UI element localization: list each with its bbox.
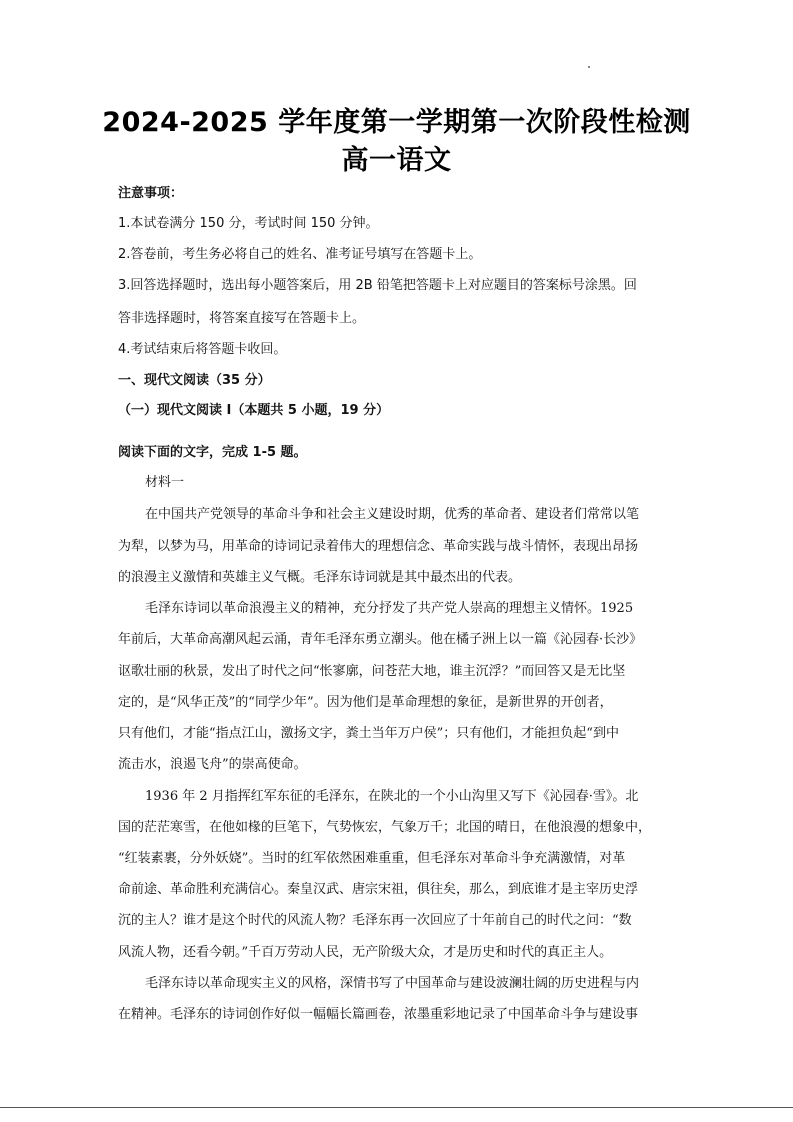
passage-line: 在中国共产党领导的革命斗争和社会主义建设时期，优秀的革命者、建设者们常常以笔 [145, 507, 640, 522]
passage-line: 定的，是“风华正茂”的“同学少年”。因为他们是革命理想的象征，是新世界的开创者， [118, 695, 613, 710]
sub-section-heading: （一）现代文阅读 I（本题共 5 小题，19 分） [118, 403, 390, 418]
passage-line: 毛泽东诗词以革命浪漫主义的精神，充分抒发了共产党人崇高的理想主义情怀。1925 [145, 601, 634, 616]
notice-item: 3.回答选择题时，选出每小题答案后，用 2B 铅笔把答题卡上对应题目的答案标号涂黑。回 [118, 278, 637, 293]
reading-instruction: 阅读下面的文字，完成 1-5 题。 [118, 445, 307, 460]
notice-item: 2.答卷前，考生务必将自己的姓名、准考证号填写在答题卡上。 [118, 247, 482, 262]
exam-title: 2024-2025 学年度第一学期第一次阶段性检测 [102, 107, 691, 138]
passage-line: 在精神。毛泽东的诗词创作好似一幅幅长篇画卷，浓墨重彩地记录了中国革命斗争与建设事 [118, 1007, 639, 1022]
passage-line: 风流人物，还看今朝。”千百万劳动人民，无产阶级大众，才是历史和时代的真正主人。 [118, 945, 613, 960]
passage-line: 沉的主人？谁才是这个时代的风流人物？毛泽东再一次回应了十年前自己的时代之问：“数 [118, 913, 632, 928]
page-bottom-rule [0, 1107, 793, 1108]
passage-line: 流击水，浪遏飞舟”的崇高使命。 [118, 757, 307, 772]
passage-line: 讴歌壮丽的秋景，发出了时代之问“怅寥廓，问苍茫大地，谁主沉浮？”而回答又是无比坚 [118, 664, 626, 679]
passage-line: 1936 年 2 月指挥红军东征的毛泽东，在陕北的一个小山沟里又写下《沁园春·雪》。北 [145, 789, 639, 804]
passage-line: 年前后，大革命高潮风起云涌，青年毛泽东勇立潮头。他在橘子洲上以一篇《沁园春·长沙》 [118, 632, 643, 647]
passage-line: 为犁，以梦为马，用革命的诗词记录着伟大的理想信念、革命实践与战斗情怀，表现出昂扬 [118, 539, 639, 554]
notice-item: 4.考试结束后将答题卡收回。 [118, 342, 287, 357]
passage-line: “红装素裹，分外妖娆”。当时的红军依然困难重重，但毛泽东对革命斗争充满激情，对革 [118, 851, 626, 866]
notice-item: 答非选择题时，将答案直接写在答题卡上。 [118, 311, 366, 326]
material-label: 材料一 [145, 475, 185, 490]
passage-line: 命前途、革命胜利充满信心。秦皇汉武、唐宗宋祖，俱往矣，那么，到底谁才是主宰历史浮 [118, 882, 639, 897]
subject-title: 高一语文 [341, 145, 452, 176]
passage-line: 只有他们，才能“指点江山，激扬文字，粪土当年万户侯”；只有他们，才能担负起“到中 [118, 726, 619, 741]
notice-heading: 注意事项： [118, 186, 184, 201]
passage-line: 毛泽东诗以革命现实主义的风格，深情书写了中国革命与建设波澜壮阔的历史进程与内 [145, 976, 640, 991]
section-heading: 一、现代文阅读（35 分） [118, 373, 271, 388]
passage-line: 的浪漫主义激情和英雄主义气概。毛泽东诗词就是其中最杰出的代表。 [118, 570, 522, 585]
passage-line: 国的茫茫寒雪，在他如椽的巨笔下，气势恢宏，气象万千；北国的晴日，在他浪漫的想象中， [118, 820, 652, 835]
scan-dot [588, 66, 590, 68]
notice-item: 1.本试卷满分 150 分，考试时间 150 分钟。 [118, 216, 379, 231]
